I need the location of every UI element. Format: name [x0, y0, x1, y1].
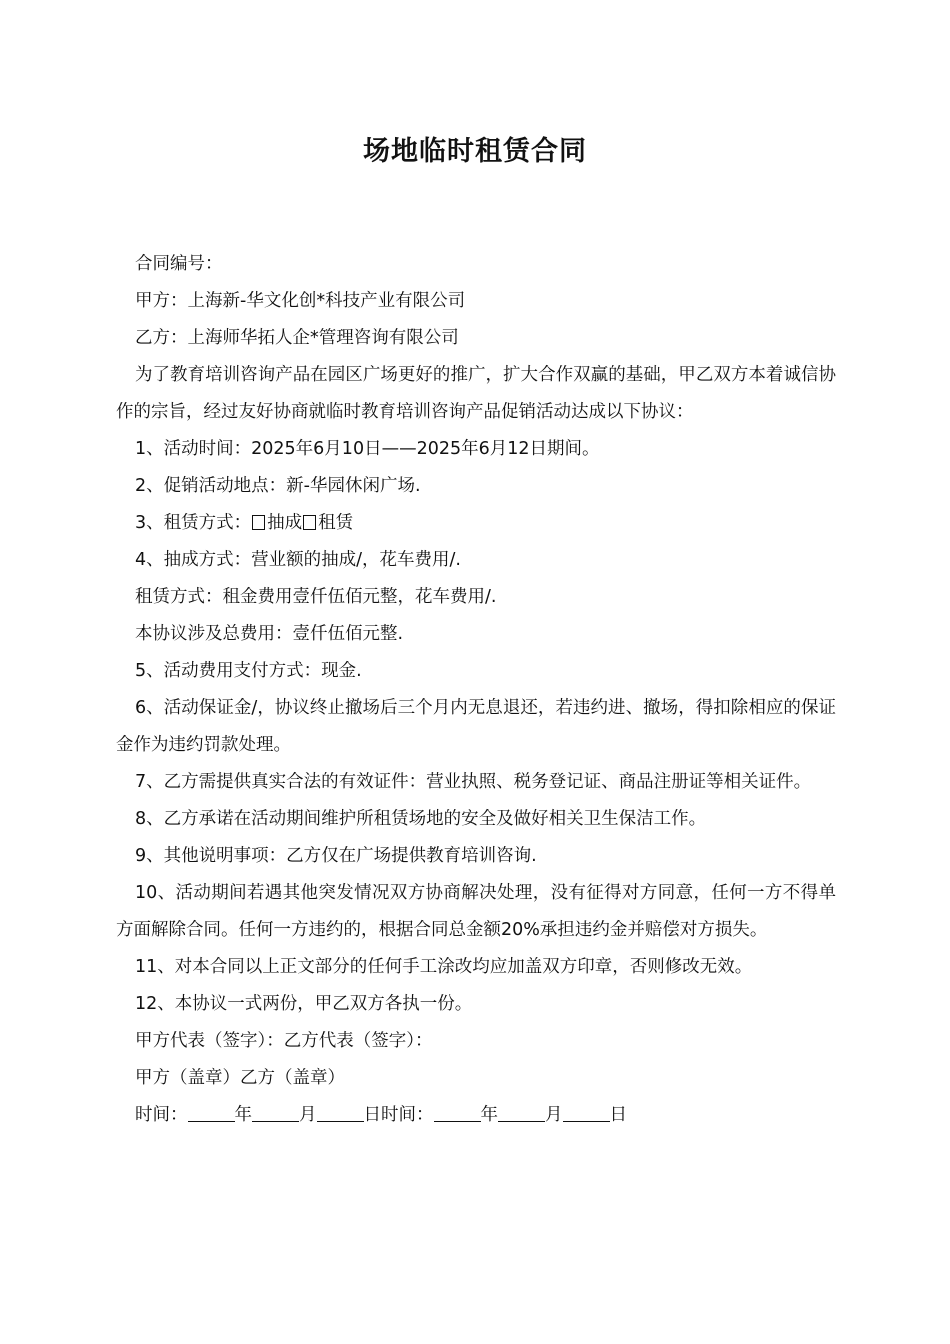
clause-10: 10、活动期间若遇其他突发情况双方协商解决处理，没有征得对方同意，任何一方不得单方面解除合同。任何一方违约的，根据合同总金额20%承担违约金并赔偿对方损失。: [116, 883, 836, 940]
rent-mode: 租赁方式：租金费用壹仟伍佰元整，花车费用/.: [135, 587, 497, 607]
clause-3-label: 3、租赁方式：: [135, 513, 252, 533]
month-b-label: 月: [545, 1105, 563, 1125]
month-a-blank[interactable]: [252, 1104, 299, 1122]
day-b-blank[interactable]: [563, 1104, 610, 1122]
clause-7: 7、乙方需提供真实合法的有效证件：营业执照、税务登记证、商品注册证等相关证件。: [135, 772, 812, 792]
clause-6: 6、活动保证金/，协议终止撤场后三个月内无息退还，若违约进、撤场，得扣除相应的保证金作为违约罚款处理。: [116, 698, 836, 755]
year-b-label: 年: [480, 1105, 498, 1125]
commission-checkbox[interactable]: [252, 515, 265, 530]
clause-8: 8、乙方承诺在活动期间维护所租赁场地的安全及做好相关卫生保洁工作。: [135, 809, 707, 829]
year-a-label: 年: [234, 1105, 252, 1125]
preamble: 为了教育培训咨询产品在园区广场更好的推广，扩大合作双赢的基础，甲乙双方本着诚信协作的宗旨，经过友好协商就临时教育培训咨询产品促销活动达成以下协议：: [116, 365, 836, 422]
clause-1: 1、活动时间：2025年6月10日——2025年6月12日期间。: [135, 439, 600, 459]
clause-5: 5、活动费用支付方式：现金.: [135, 661, 362, 681]
year-a-blank[interactable]: [188, 1104, 235, 1122]
total-fee: 本协议涉及总费用：壹仟伍佰元整.: [135, 624, 404, 644]
month-a-label: 月: [299, 1105, 317, 1125]
clause-9: 9、其他说明事项：乙方仅在广场提供教育培训咨询.: [135, 846, 537, 866]
date-line: [116, 1097, 836, 1134]
lease-option-label: 租赁: [318, 513, 354, 533]
page-title: 场地临时租赁合同: [363, 136, 587, 167]
signature-line: 甲方代表（签字）：乙方代表（签字）：: [135, 1031, 433, 1051]
day-a-blank[interactable]: [317, 1104, 364, 1122]
clause-2: 2、促销活动地点：新-华园休闲广场.: [135, 476, 421, 496]
day-b-label: 日: [609, 1105, 627, 1125]
party-a: 甲方：上海新-华文化创*科技产业有限公司: [135, 291, 466, 311]
date-label-a: 时间：: [135, 1105, 188, 1125]
year-b-blank[interactable]: [434, 1104, 481, 1122]
clause-12: 12、本协议一式两份，甲乙双方各执一份。: [135, 994, 473, 1014]
contract-body: [116, 246, 836, 1134]
commission-option-label: 抽成: [267, 513, 303, 533]
party-b: 乙方：上海师华拓人企*管理咨询有限公司: [135, 328, 459, 348]
clause-3: [116, 505, 836, 542]
clause-4: 4、抽成方式：营业额的抽成/，花车费用/.: [135, 550, 461, 570]
clause-11: 11、对本合同以上正文部分的任何手工涂改均应加盖双方印章，否则修改无效。: [135, 957, 753, 977]
lease-checkbox[interactable]: [303, 515, 316, 530]
seal-line: 甲方（盖章）乙方（盖章）: [135, 1068, 345, 1088]
contract-number: 合同编号：: [135, 254, 223, 274]
day-a-and-date-label-b: 日时间：: [363, 1105, 434, 1125]
month-b-blank[interactable]: [498, 1104, 545, 1122]
